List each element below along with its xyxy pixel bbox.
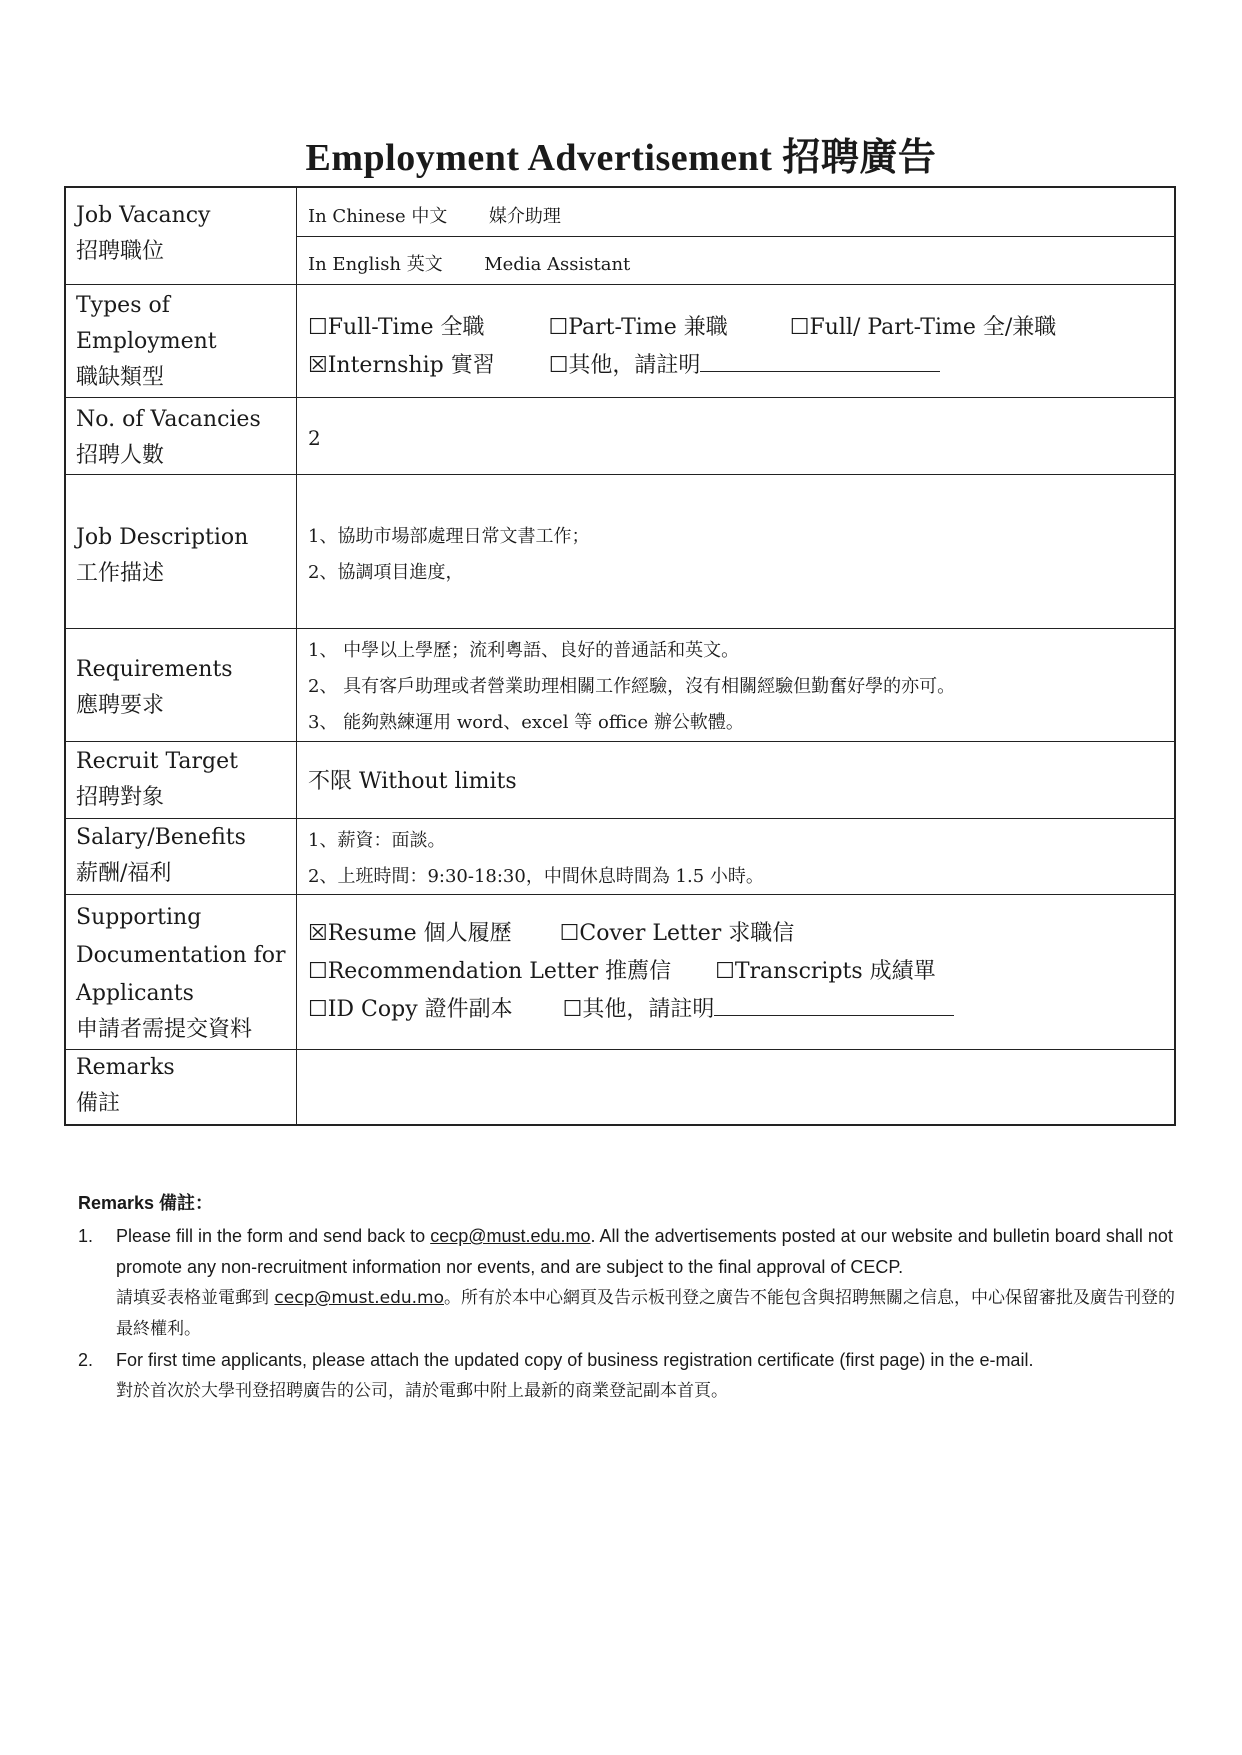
transcripts-checkbox[interactable]: ☐Transcripts 成績單 (715, 959, 936, 984)
other-docs-blank-line[interactable] (714, 993, 954, 1016)
internship-checkbox[interactable]: ☒Internship 實習 (308, 353, 495, 378)
form-remarks-label-en: Remarks (76, 1055, 175, 1080)
remark-item (78, 1345, 1178, 1407)
row-divider (66, 741, 1174, 742)
employment-form (64, 186, 1176, 1126)
employment-types-label-en-2: Employment (76, 329, 217, 354)
remark-text-en: For first time applicants, please attach the updated copy of business registration certificate (first page) in the e-mail. (116, 1350, 1034, 1370)
remarks-title: Remarks 備註： (78, 1193, 214, 1213)
vacancies-label-zh: 招聘人數 (76, 443, 165, 468)
salary-item[interactable]: 2、上班時間：9:30-18:30，中間休息時間為 1.5 小時。 (308, 866, 764, 887)
english-prefix: In English 英文 (308, 254, 443, 275)
supporting-docs-row-3 (308, 992, 954, 1023)
english-value[interactable]: Media Assistant (484, 254, 631, 275)
remark-item (78, 1221, 1178, 1345)
row-divider (296, 236, 1174, 237)
remark-text-en (116, 1221, 1178, 1283)
row-divider (66, 628, 1174, 629)
job-vacancy-chinese-row (308, 202, 561, 228)
recommendation-checkbox[interactable]: ☐Recommendation Letter 推薦信 (308, 959, 672, 984)
job-vacancy-label-en: Job Vacancy (76, 203, 211, 228)
recruit-target-value[interactable]: 不限 Without limits (308, 769, 517, 794)
requirement-item[interactable]: 3、 能夠熟練運用 word、excel 等 office 辦公軟體。 (308, 712, 744, 733)
full-part-time-checkbox[interactable]: ☐Full/ Part-Time 全/兼職 (789, 315, 1057, 340)
email-link[interactable]: cecp@must.edu.mo (274, 1288, 444, 1308)
remark-text: 請填妥表格並電郵到 (116, 1288, 275, 1308)
row-divider (66, 818, 1174, 819)
salary-label-en: Salary/Benefits (76, 825, 246, 850)
column-divider (296, 188, 297, 1124)
employment-types-label-en-1: Types of (76, 293, 170, 318)
remark-text-zh (116, 1283, 1178, 1345)
supporting-docs-label-en-1: Supporting (76, 905, 202, 930)
supporting-docs-label-en-2: Documentation for (76, 943, 286, 968)
job-vacancy-english-row (308, 250, 630, 276)
supporting-docs-row-2 (308, 954, 936, 985)
job-description-item[interactable]: 2、協調項目進度， (308, 562, 464, 583)
requirements-label-en: Requirements (76, 657, 233, 682)
chinese-value[interactable]: 媒介助理 (488, 206, 561, 227)
row-divider (66, 474, 1174, 475)
email-link[interactable]: cecp@must.edu.mo (430, 1226, 591, 1246)
remark-text: Please fill in the form and send back to (116, 1226, 431, 1246)
vacancies-label-en: No. of Vacancies (76, 407, 261, 432)
recruit-target-label-zh: 招聘對象 (76, 785, 165, 810)
remark-number: 2. (78, 1350, 94, 1370)
requirement-item[interactable]: 1、 中學以上學歷；流利粵語、良好的普通話和英文。 (308, 640, 740, 661)
part-time-checkbox[interactable]: ☐Part-Time 兼職 (548, 315, 728, 340)
full-time-checkbox[interactable]: ☐Full-Time 全職 (308, 315, 485, 340)
chinese-prefix: In Chinese 中文 (308, 206, 448, 227)
job-description-item[interactable]: 1、協助市場部處理日常文書工作； (308, 526, 590, 547)
salary-item[interactable]: 1、薪資：面談。 (308, 830, 446, 851)
job-vacancy-label-zh: 招聘職位 (76, 239, 165, 264)
salary-label-zh: 薪酬/福利 (76, 861, 172, 886)
supporting-docs-label-zh: 申請者需提交資料 (76, 1017, 253, 1042)
other-blank-line[interactable] (700, 349, 940, 372)
cover-letter-checkbox[interactable]: ☐Cover Letter 求職信 (559, 921, 795, 946)
employment-types-row-2 (308, 348, 940, 379)
remark-text: . All the advertisements posted at our website and bulletin board shall not promote any non-recruitment information nor events, and are subject to the final approval of CECP. (116, 1226, 1173, 1277)
remark-text-zh: 對於首次於大學刊登招聘廣告的公司，請於電郵中附上最新的商業登記副本首頁。 (116, 1381, 728, 1401)
job-description-label-en: Job Description (76, 525, 249, 550)
row-divider (66, 1049, 1174, 1050)
row-divider (66, 894, 1174, 895)
employment-types-label-zh: 職缺類型 (76, 365, 165, 390)
row-divider (66, 397, 1174, 398)
supporting-docs-label-en-3: Applicants (76, 981, 194, 1006)
job-description-label-zh: 工作描述 (76, 561, 165, 586)
id-copy-checkbox[interactable]: ☐ID Copy 證件副本 (308, 997, 513, 1022)
row-divider (66, 284, 1174, 285)
recruit-target-label-en: Recruit Target (76, 749, 239, 774)
remarks-section (78, 1188, 1178, 1407)
other-checkbox[interactable]: ☐其他，請註明 (548, 353, 701, 378)
form-remarks-value[interactable] (308, 1056, 1164, 1116)
employment-types-row-1 (308, 310, 1056, 341)
requirement-item[interactable]: 2、 具有客戶助理或者營業助理相關工作經驗，沒有相關經驗但勤奮好學的亦可。 (308, 676, 956, 697)
requirements-label-zh: 應聘要求 (76, 693, 165, 718)
vacancies-value[interactable]: 2 (308, 426, 321, 450)
supporting-docs-row-1 (308, 916, 794, 947)
page-title: Employment Advertisement 招聘廣告 (305, 137, 937, 179)
resume-checkbox[interactable]: ☒Resume 個人履歷 (308, 921, 512, 946)
remark-text: 。所有於本中心網頁及告示板刊登之廣告不能包含與招聘無關之信息，中心保留審批及廣告刊登的最終權利。 (116, 1288, 1175, 1339)
other-docs-checkbox[interactable]: ☐其他，請註明 (562, 997, 715, 1022)
remark-number: 1. (78, 1226, 94, 1246)
form-remarks-label-zh: 備註 (76, 1091, 121, 1116)
